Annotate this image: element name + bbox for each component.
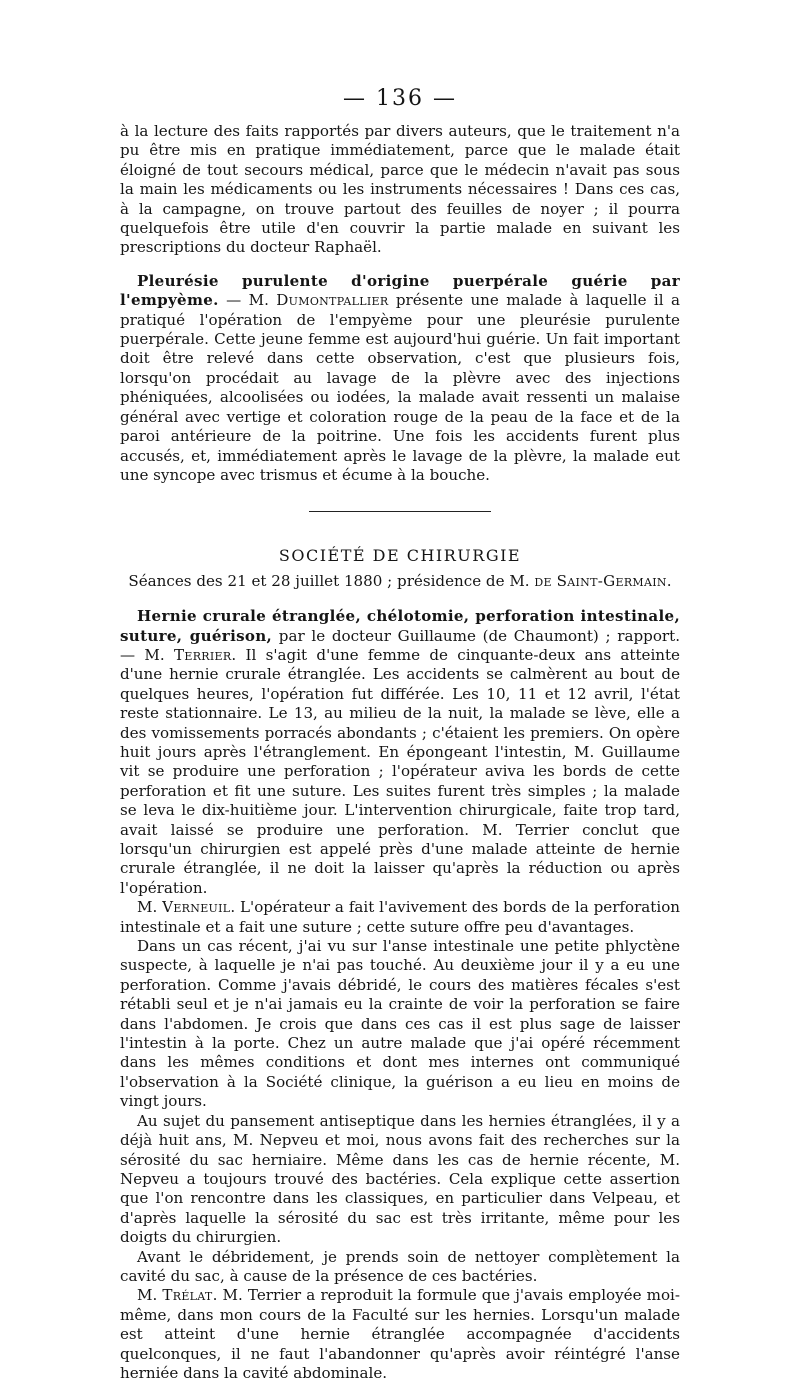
intro-paragraph: à la lecture des faits rapportés par divers auteurs, que le traitement n'a pu être mis en pratique immédiatement, parce que le malade était éloigné de tout secours médical, parce que le médecin n'avait pas sous la main les médicaments ou les instruments nécessaires ! Dans ces cas, à la campagne, on trouve partout des feuilles de noyer ; il pourra quelquefois être utile d'en couvrir la partie malade en suivant les prescriptions du docteur Raphaël.: [120, 122, 680, 257]
meeting-prefix: Séances des 21 et 28 juillet 1880 ; présidence de M.: [128, 571, 535, 590]
verneuil-text: . L'opérateur a fait l'avivement des bords de la perforation intestinale et a fait une suture ; cette suture offre peu d'avantages.: [120, 898, 680, 936]
verneuil-paragraph-2: Dans un cas récent, j'ai vu sur l'anse intestinale une petite phlyctène suspecte, à laquelle je n'ai pas touché. Au deuxième jour il y a eu une perforation. Comme j'avais débridé, le cours des matières fécales s'est rétabli seul et je n'ai jamais eu la crainte de voir la perforation se faire dans l'abdomen. Je crois que dans ces cas il est plus sage de laisser l'intestin à la porte. Chez un autre malade que j'ai opéré récemment dans les mêmes conditions et dont mes internes ont communiqué l'observation à la Société clinique, la guérison a eu lieu en moins de vingt jours.: [120, 937, 680, 1111]
hernia-byline: par le docteur Guillaume (de Chaumont) ; rapport. — M.: [120, 626, 680, 664]
trelat-text: . M. Terrier a reproduit la formule que j'avais employée moi-même, dans mon cours de la Faculté sur les hernies. Lorsqu'un malade est atteint d'une hernie étranglée accompagnée d'accidents quelconques, il ne faut l'abandonner qu'après avoir réintégré l'anse herniée dans la cavité abdominale.: [120, 1286, 680, 1382]
meeting-president-de: de: [534, 571, 552, 590]
verneuil-paragraph-3: Au sujet du pansement antiseptique dans les hernies étranglées, il y a déjà huit ans, M. Nepveu et moi, nous avons fait des recherches sur la sérosité du sac herniaire. Même dans les cas de hernie récente, M. Nepveu a toujours trouvé des bactéries. Cela explique cette assertion que l'on rencontre dans les classiques, en particulier dans Velpeau, et d'après laquelle la sérosité du sac est très irritante, même pour les doigts du chirurgien.: [120, 1111, 680, 1247]
verneuil-paragraph: [120, 898, 680, 937]
verneuil-paragraph-4: Avant le débridement, je prends soin de nettoyer complètement la cavité du sac, à cause de la présence de ces bactéries.: [120, 1247, 680, 1285]
pleurisy-author: Dumontpallier: [276, 291, 389, 310]
pleurisy-paragraph: [120, 272, 680, 485]
meeting-line: [120, 572, 680, 591]
page-number: — 136 —: [343, 86, 457, 111]
trelat-prefix: M.: [137, 1286, 163, 1305]
pleurisy-heading: Pleurésie purulente d'origine puerpérale guérie par l'empyème.: [120, 271, 680, 310]
pleurisy-dash: — M.: [218, 291, 277, 310]
hernia-rapporteur: Terrier: [174, 645, 232, 664]
verneuil-prefix: M.: [137, 898, 163, 917]
trelat-paragraph: [120, 1286, 680, 1383]
hernia-heading: Hernie crurale étranglée, chélotomie, perforation intestinale, suture, guérison,: [120, 607, 680, 645]
text-column: [120, 122, 680, 1383]
society-title: SOCIÉTÉ DE CHIRURGIE: [278, 546, 522, 566]
section-divider: [309, 511, 491, 512]
meeting-president: Saint-Germain: [556, 571, 667, 590]
hernia-paragraph: [120, 607, 680, 898]
trelat-name: Trélat: [162, 1286, 213, 1305]
pleurisy-text: présente une malade à laquelle il a pratiqué l'opération de l'empyème pour une pleurésie purulente puerpérale. Cette jeune femme est aujourd'hui guérie. Un fait important doit être relevé dans cette observation, c'est que plusieurs fois, lorsqu'on procédait au lavage de la plèvre avec des injections phéniquées, alcoolisées ou iodées, la malade avait ressenti un malaise général avec vertige et coloration rouge de la peau de la face et de la paroi antérieure de la poitrine. Une fois les accidents furent plus accusés, et, immédiatement après le lavage de la plèvre, la malade eut une syncope avec trismus et écume à la bouche.: [120, 291, 680, 484]
meeting-suffix: .: [666, 571, 672, 590]
hernia-text: . Il s'agit d'une femme de cinquante-deux ans atteinte d'une hernie crurale étranglée. Les accidents se calmèrent au bout de quelques heures, l'opération fut différée. Les 10, 11 et 12 avril, l'état reste stationnaire. Le 13, au milieu de la nuit, la malade se lève, elle a des vomissements porracés abondants ; c'étaient les premiers. On opère huit jours après l'étranglement. En épongeant l'intestin, M. Guillaume vit se produire une perforation ; l'opérateur aviva les bords de cette perforation et fit une suture. Les suites furent très simples ; la malade se leva le dix-huitième jour. L'intervention chirurgicale, faite trop tard, avait laissé se produire une perforation. M. Terrier conclut que lorsqu'un chirurgien est appelé près d'une malade atteinte de hernie crurale étranglée, il ne doit la laisser qu'après la réduction ou après l'opération.: [120, 645, 680, 897]
verneuil-name: Verneuil: [162, 898, 231, 917]
